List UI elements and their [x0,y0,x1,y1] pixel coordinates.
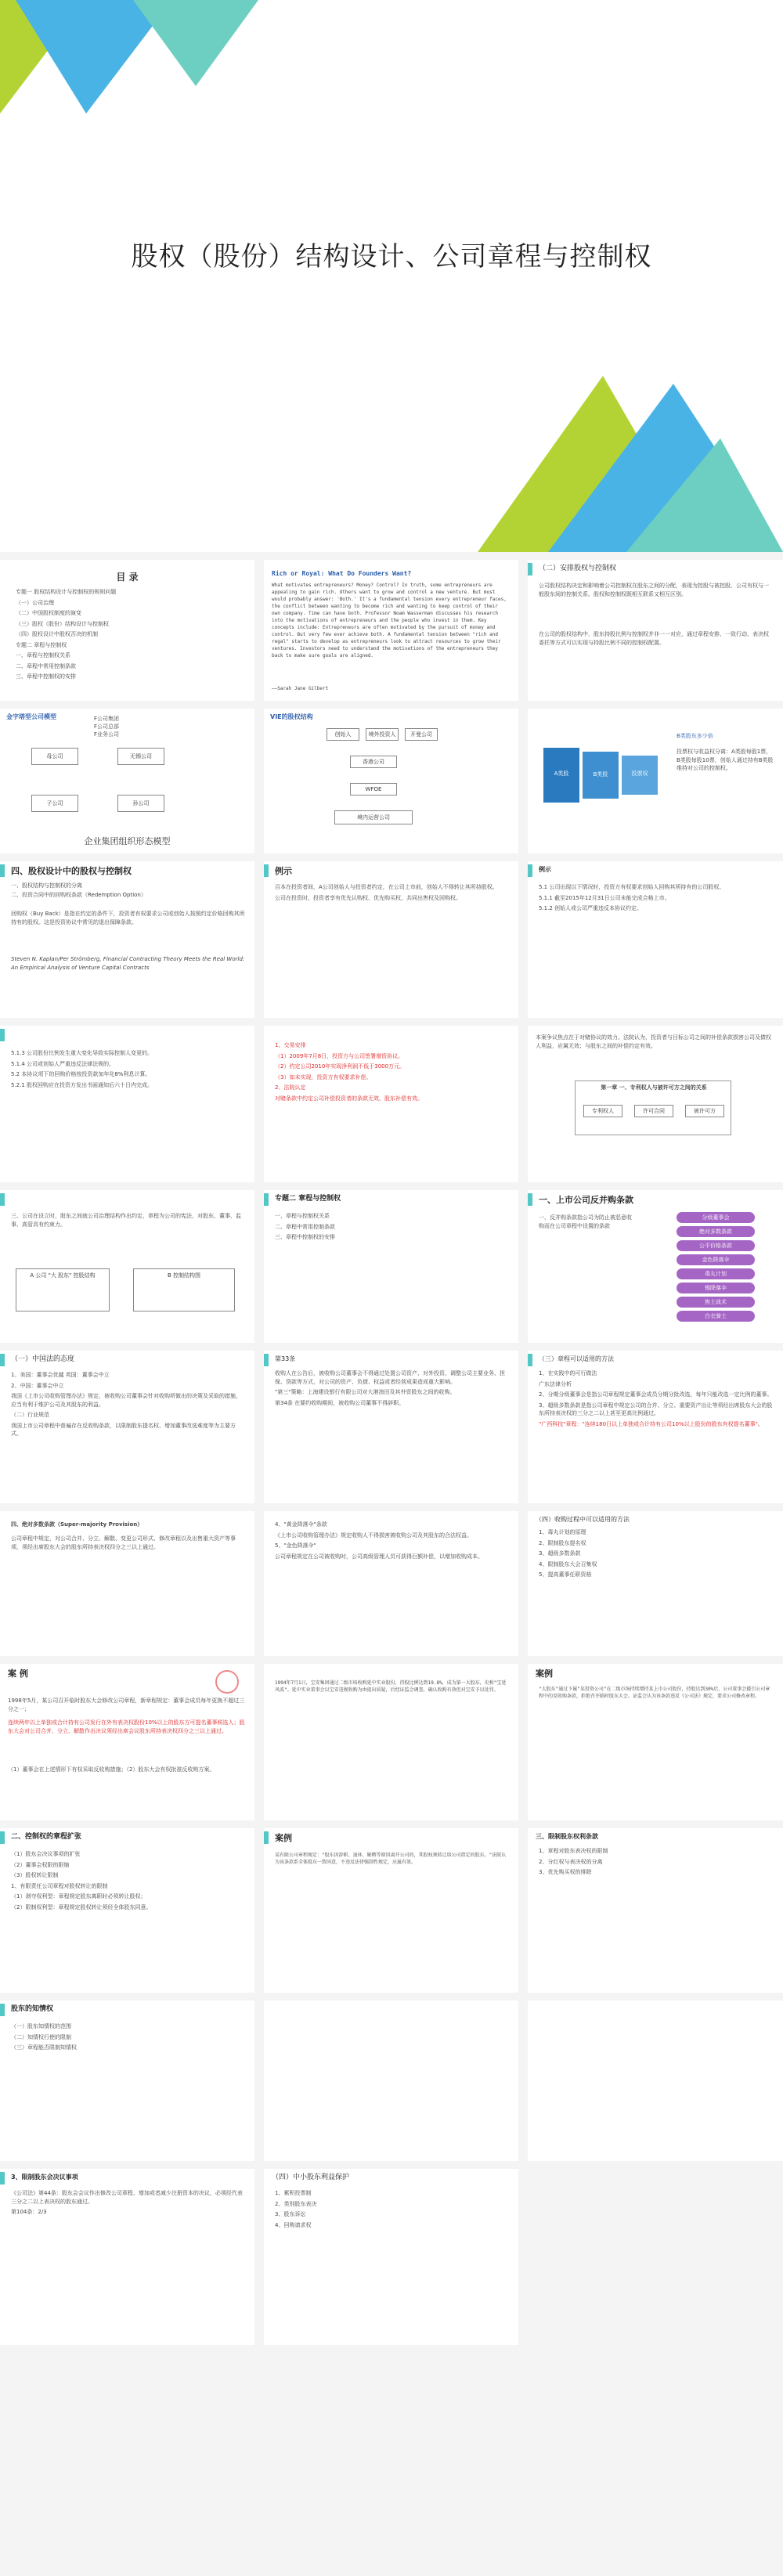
model-box: 无锡公司 [117,748,164,765]
control-title: （二）安排股权与控制权 [539,565,617,572]
numbered-item: （2）约定公司2010年实现净利润不低于3000万元。 [275,1063,406,1070]
slide-model [0,709,254,853]
arrows-note: B类股东多少倍 [677,733,713,739]
case4-title: 案例 [275,1833,292,1843]
ctrl-ext-item: （2）限制权利型：章程规定股权转让须经全体股东同意。 [11,1903,152,1910]
toc-item: 三、章程中控制权的安排 [16,673,76,680]
one-pill: 毒丸计划 [677,1268,755,1279]
four-sub2: 二、投资合同中的回购权条款（Redemption Option） [11,892,146,898]
control-p1: 公司股权结构决定和影响着公司控制权在股东之间的分配，表现为控股与被控股、公司有权与一般股东间的控制关系。股权和控制权既相互联系又相互区别。 [539,583,769,597]
flow-text: 本案争议焦点在于对赌协议的效力。法院认为，投资者与目标公司之间的补偿条款损害公司及债权人利益，应属无效；与股东之间的补偿约定有效。 [536,1034,771,1049]
slide-empty [528,2169,783,2345]
numbered-item: （3）如未实现，投资方有权要求补偿。 [275,1073,372,1081]
one-pill: 锡降落伞 [677,1283,755,1293]
china-item: 2、中国：董事会中立 [11,1382,64,1389]
problem-item: 2、限制股东提名权 [539,1539,586,1546]
slide-case [264,861,518,1018]
limit-item: 《公司法》第44条：股东会会议作出修改公司章程、增加或者减少注册资本的决议，必须经代表三分之二以上表决权的股东通过。 [11,2190,243,2205]
problem-item: 5、提高董事任职资格 [539,1571,592,1578]
toc-list [16,588,243,684]
two-item: 一、章程与控制权关系 [275,1213,330,1219]
english-author: ——Sarah Jane Gilbert [272,686,329,691]
slide-english [264,560,518,701]
slide-four [0,861,254,1018]
one-pill: 白衣骑士 [677,1311,755,1322]
slide-33 [264,1351,518,1503]
slide-problem [528,1511,783,1656]
model-box: 母公司 [31,748,78,765]
numbered-item: 1、交易安排 [275,1042,306,1048]
ctrl-ext-item: （2）董事会权限的限缩 [11,1861,70,1868]
slide-two [264,1190,518,1343]
model-caption: 企业集团组织形态模型 [84,836,171,846]
legal-item: （一）股东知情权的范围 [11,2023,71,2029]
right-item: 3、优先购买权的排除 [539,1869,592,1875]
english-title: Rich or Royal: What Do Founders Want? [272,570,412,577]
numbered-item: 对赌条款中约定公司补偿投资者的条款无效，股东补偿有效。 [275,1095,423,1102]
three-box: B 控制结构图 [133,1268,235,1311]
art33-item: 收购人在公告后，被收购公司董事会不得通过处置公司资产、对外投资、调整公司主要业务、担保、贷款等方式，对公司的资产、负债、权益或者经营成果造成重大影响。 [275,1370,505,1385]
accent-bar [264,1193,269,1206]
vie-box: WFOE [350,783,397,796]
vie-box: 创始人 [327,728,359,741]
art33-item: "第三"策略：上海建设银行有限公司对大港油田及其外资股东之间的收购。 [275,1389,456,1395]
slide-case2 [264,1664,518,1820]
golden-list [275,1521,510,1563]
two-title: 专题二 章程与控制权 [275,1195,341,1203]
ctrl-ext-item: 1、有限责任公司章程对股权转让的限制 [11,1882,108,1889]
case1-text2: 连续两年以上单独或合计持有公司发行在外有表决权股份10%以上的股东方可提名董事候选人；股东大会对公司合并、分立、解散作出决议须经出席会议股东所持表决权四分之三以上通过。 [8,1719,245,1734]
legal-title: 股东的知情权 [11,2005,54,2013]
right-item: 2、分红权与表决权的分离 [539,1858,603,1865]
accent-bar [264,1831,269,1844]
toc-item: 专题二 章程与控制权 [16,641,67,648]
three-box: A 公司 "大 股东" 控股结构 [16,1268,110,1311]
regulation-item: 广东法律分析 [539,1380,572,1387]
arrows-desc: 投票权与收益权分离：A类股每股1票，B类股每股10票，创始人通过持有B类股维持对公司的控制权。 [677,749,774,771]
legal-list [11,2022,246,2055]
model-label: F业务公司 [94,731,120,738]
one-pill: 绝对多数条款 [677,1226,755,1237]
toc-item: 二、章程中常用控制条款 [16,662,76,669]
four-title: 四、股权设计中的股权与控制权 [11,866,132,876]
golden-item: 《上市公司收购管理办法》规定收购人不得损害被收购公司及其股东的合法权益。 [275,1532,472,1539]
slide-flow [528,1026,783,1182]
list-a-item: 5.2.1 股权回购应在投资方发出书面通知后六十日内完成。 [11,1081,153,1088]
slide-control [528,560,783,701]
slide-list-a [0,1026,254,1182]
right-item: 1、章程对股东表决权的限制 [539,1848,608,1854]
flow-diagram-title: 第一章 一、专利权人与被许可方之间的关系 [601,1084,707,1091]
super-text: 公司章程中规定，对公司合并、分立、解散、变更公司形式、修改章程以及出售重大资产等事项，须经出席股东大会的股东所持表决权四分之三以上通过。 [11,1535,236,1550]
slide-case3 [528,1664,783,1820]
flow-node: 专利权人 [583,1105,622,1117]
toc-title: 目 录 [116,572,139,583]
case3-text: "大股东"通过下属"某投资公司"在二级市场持续增持某上市公司股份，持股达到30%后，公司董事会援引公司章程中的反收购条款，拒绝召开临时股东大会。证监会认为该条款违反《公司法》规定，要求公司修改章程。 [539,1687,770,1699]
art33-item: 第34条 在要约收购期间，被收购公司董事不得辞职。 [275,1399,405,1406]
right-list [539,1847,774,1879]
problem-item: 3、超级多数条款 [539,1550,581,1557]
slide-example [528,861,783,1018]
ctrl-ext-item: （1）剥夺权利型：章程规定股东离职时必须转让股权； [11,1893,146,1900]
slide-legal [0,2001,254,2161]
ctrl-ext-item: （3）股权转让限制 [11,1872,59,1878]
toc-item: 一、章程与控制权关系 [16,652,70,658]
accent-bar [0,2172,5,2185]
four-b-list [275,2189,510,2231]
toc-item: （一）公司治理 [16,599,54,606]
list-a [11,1049,246,1091]
model-box: 子公司 [31,795,78,812]
example-title: 例示 [539,866,551,873]
one-pill: 分级董事会 [677,1212,755,1223]
slide-china [0,1351,254,1503]
four-b-item: 2、类别股东表决 [275,2200,317,2207]
example-list [539,883,774,915]
list-a-item: 5.1.3 公司股份比例发生重大变化导致实际控制人变更的。 [11,1050,153,1056]
china-item: （二）行业规范 [11,1412,49,1418]
accent-bar [0,1193,5,1206]
regulation-item: "广西科技"章程："连续180日以上单独或合计持有公司10%以上股份的股东有权提名董事"。 [539,1420,763,1427]
accent-bar [528,864,532,877]
china-item: 我国《上市公司收购管理办法》规定，被收购公司董事会针对收购所做出的决策及采取的措施，应当有利于维护公司及其股东的利益。 [11,1393,241,1408]
accent-bar [528,1193,532,1206]
art33-list [275,1369,510,1409]
slide-regulation [528,1351,783,1503]
regulation-list [539,1369,774,1431]
china-list [11,1371,246,1441]
vie-box: 香港公司 [350,756,397,768]
toc-item: （三）股权（股份）结构设计与控制权 [16,620,109,627]
case-title: 例示 [275,866,292,876]
golden-item: 4、"黄金降落伞"条款 [275,1521,327,1528]
accent-bar [528,563,532,575]
numbered-item: 2、法院认定 [275,1084,306,1091]
four-sub1: 一、股权结构与控制权的分离 [11,882,82,889]
flow-diagram [575,1081,731,1135]
vie-box: 境外投资人 [366,728,399,741]
accent-bar [0,1831,5,1844]
four-b-item: 4、回购请求权 [275,2221,312,2228]
case3-title: 案例 [536,1669,553,1679]
cover-title: 股权（股份）结构设计、公司章程与控制权 [131,241,652,272]
one-pill: 金色降落伞 [677,1254,755,1265]
numbered-item: （1）2009年7月8日，投资方与公司签署增资协议。 [275,1052,404,1059]
example-item: 5.1.2 创始人或公司严重违反本协议约定。 [539,905,643,911]
ctrl-ext-title: 二、控制权的章程扩张 [11,1833,82,1841]
problem-list [539,1528,774,1582]
problem-item: 4、限制股东大会召集权 [539,1560,597,1568]
art33-title: 第33条 [275,1355,296,1362]
regulation-title: （三）章程可以适用的方法 [539,1355,614,1362]
four-ref: Steven N. Kaplan/Per Strömberg, Financial Contracting Theory Meets the Real World: An Empirical Analysis of Venture Capital Contracts [11,956,245,971]
stamp-icon [215,1670,239,1694]
legal-item: （三）章程能否限制知情权 [11,2044,77,2051]
model-title: 金字塔型公司模型 [6,713,56,720]
slide-four-b [264,2169,518,2345]
four-b-item: 3、股东诉讼 [275,2211,306,2217]
problem-title: （四）收购过程中可以适用的方法 [536,1516,630,1523]
arrow-block: B类股 [583,752,619,799]
golden-item: 5、"金色降落伞" [275,1542,316,1549]
arrow-block: 投票权 [622,756,658,795]
two-list [275,1212,510,1244]
accent-bar [0,1354,5,1366]
regulation-item: 3、超级多数条款是指公司章程中规定公司的合并、分立、重要资产出让等须经出席股东大会的股东所持表决权的三分之二以上甚至更高比例通过。 [539,1402,773,1416]
regulation-item: 1、在实践中的可行做法 [539,1370,597,1376]
slide-three [0,1190,254,1343]
problem-item: 1、毒丸计划的原理 [539,1529,586,1535]
example-item: 5.1.1 截至2015年12月31日公司未能完成合格上市。 [539,894,670,901]
slide-blank [264,2001,518,2161]
four-b-item: 1、累积投票制 [275,2190,312,2196]
accent-bar [264,864,269,877]
accent-bar [0,2004,5,2016]
china-title: （一）中国法的态度 [11,1355,75,1363]
flow-node: 许可合同 [634,1105,673,1117]
ctrl-ext-item: （1）股东会决议事项的扩张 [11,1851,81,1857]
four-b-title: （四）中小股东利益保护 [272,2174,350,2181]
china-item: 1、美国：董事会优越 英国：董事会中立 [11,1372,110,1378]
flow-node: 被许可方 [685,1105,724,1117]
four-body: 回购权（Buy Back）是指在约定的条件下，投资者有权要求公司或创始人按照约定价格回购其所持有的股权。这是投资协议中常见的退出保障条款。 [11,911,245,925]
vie-title: VIE的股权结构 [270,713,313,720]
slide-toc [0,560,254,701]
accent-bar [0,1029,5,1041]
two-item: 三、章程中控制权的安排 [275,1234,335,1240]
three-text: 三、公司在设立时，股东之间就公司治理结构作出约定，章程为公司的宪法，对股东、董事、监事、高管具有约束力。 [11,1213,241,1228]
slide-case4 [264,1828,518,1993]
example-item: 5.1 公司出现以下情况时，投资方有权要求创始人回购其所持有的公司股权。 [539,884,725,890]
list-a-item: 5.1.4 公司或创始人严重违反法律法规的。 [11,1060,115,1067]
toc-item: （二）中国股权制度的演变 [16,610,81,616]
one-note: 一、反并购条款指公司为防止被恶意收购而在公司章程中设置的条款 [539,1214,632,1229]
case1-text3: （1）董事会在上述情形下有权采取反收购措施；（2）股东大会有权批准反收购方案。 [8,1766,215,1773]
one-pill: 公平价格条款 [677,1240,755,1251]
slide-arrows [528,709,783,853]
one-pill: 焦土战术 [677,1297,755,1308]
slide-limit [0,2169,254,2345]
slide-right [528,1828,783,1993]
vie-box: 开曼公司 [405,728,438,741]
case4-text: 某有限公司章程规定："股东因辞职、退休、解聘等原因离开公司的，其股权须转让给公司指定的股东。"法院认为该条款系全体股东一致同意，不违反法律强制性规定，应属有效。 [275,1853,507,1865]
ctrl-ext-list [11,1850,246,1914]
case1-text1: 1998年5月，某公司召开临时股东大会修改公司章程，新章程规定：董事会成员每年更换不超过三分之一； [8,1697,245,1712]
one-title: 一、上市公司反并购条款 [539,1195,633,1205]
accent-bar [264,1354,269,1366]
china-item: 我国上市公司章程中普遍存在反收购条款，以限制股东提名权、增加董事改选难度等为主要方式。 [11,1422,236,1437]
cover-decoration [0,0,783,552]
list-a-item: 5.2 本协议项下的回购价格按投资款加年化8%利息计算。 [11,1071,151,1077]
model-label: F公司集团 [94,716,120,722]
limit-title: 3、限制股东会决议事项 [11,2174,78,2181]
super-title: 四、绝对多数条款（Super-majority Provision） [11,1521,143,1528]
cover-slide [0,0,783,552]
regulation-item: 2、分期分级董事会是指公司章程规定董事会成员分期分批改选，每年只能改选一定比例的董事。 [539,1391,773,1398]
model-box: 孙公司 [117,795,164,812]
control-p2: 在公司的股权结构中，股东持股比例与控制权并非一一对应，通过章程安排、一致行动、表决权委托等方式可以实现与持股比例不同的控制权配置。 [539,631,769,646]
limit-list [11,2189,246,2219]
case2-text: 1994年7月1日，宝安集团通过二级市场收购延中实业股份，持股比例达到19.8%，成为第一大股东，史称"宝延风波"。延中实业董事会以宝安违规收购为由提出质疑，后经证监会调查，确认收购有效但对宝安予以处罚。 [275,1680,507,1693]
slide-blank [528,2001,783,2161]
case1-title: 案 例 [8,1669,28,1679]
case-item: 公司在投资时，投资者享有优先认购权、优先购买权、共同出售权及回购权。 [275,894,461,901]
arrow-block: A类股 [543,748,579,803]
case-list [275,883,510,904]
english-body: What motivates entrepreneurs? Money? Control? In truth, some entrepreneurs are appealing to gain rich. Others want to grow and control a new venture. But most would probably answer: 'Both.' It's a fundamental tension every entrepreneur faces, the conflict between wanting to become rich and wanting to keep control of their own company. Time can have both. Professor Noam Wasserman discusses his research into the motivations of entrepreneurs and the people who invest in them. Key concepts include: Entrepreneurs are often motivated by the pursuit of money and control. But very few ever achieve both. A fundamental tension between "rich and regal" starts to develop as entrepreneurs look to attract resources to grow their ventures. Investors need to understand the motivations of the entrepreneurs they back to make sure goals are aligned. [272,583,507,658]
vie-box: 境内运营公司 [334,810,413,824]
model-label: F公司总部 [94,723,120,730]
slide-golden [264,1511,518,1656]
slide-one [528,1190,783,1343]
right-title: 三、限制股东权利条款 [536,1833,598,1840]
accent-bar [528,1354,532,1366]
slide-case1 [0,1664,254,1820]
slide-super [0,1511,254,1656]
case-item: 百本在投资者间，A公司创始人与投资者约定，在公司上市前，创始人不得转让其所持股权。 [275,884,498,890]
slide-numbered [264,1026,518,1182]
golden-item: 公司章程规定在公司被收购时，公司高级管理人员可获得巨额补偿，以增加收购成本。 [275,1553,483,1560]
toc-item: 专题一 股权结构设计与控制权的规则问题 [16,589,117,595]
slide-vie [264,709,518,853]
accent-bar [0,864,5,877]
limit-item: 第104条：2/3 [11,2209,47,2215]
legal-item: （二）知情权行使的限制 [11,2033,71,2040]
toc-item: （四）股权设计中股权否决的机制 [16,631,98,637]
slide-ctrl-ext [0,1828,254,1993]
two-item: 二、章程中常用控制条款 [275,1223,335,1230]
numbered-list [275,1041,510,1105]
